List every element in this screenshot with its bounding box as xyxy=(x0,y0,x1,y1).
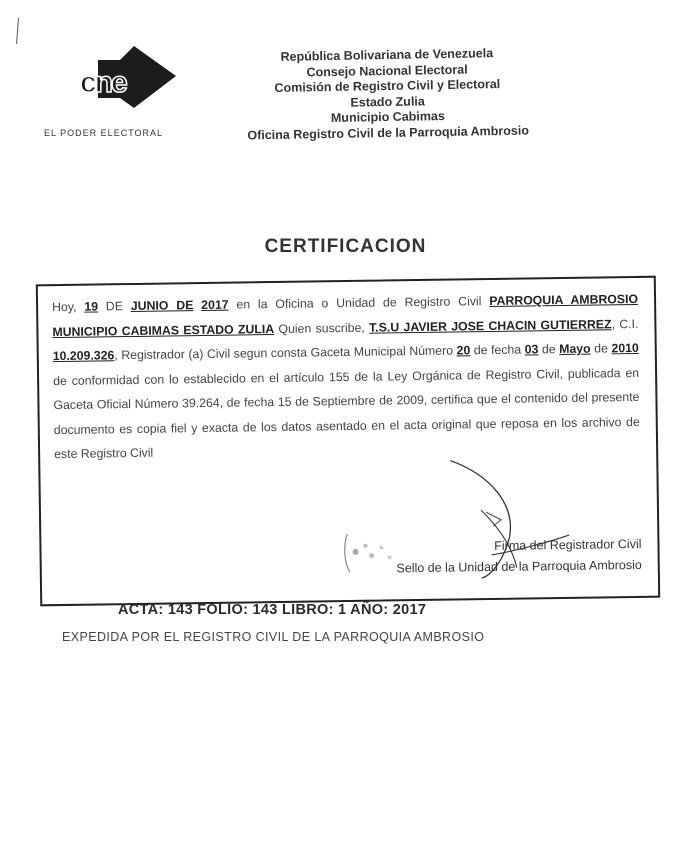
header-line: Consejo Nacional Electoral xyxy=(306,62,468,79)
cert-text: Hoy, xyxy=(52,299,77,315)
cert-text: de fecha xyxy=(473,342,522,358)
cert-text: de conformidad con lo establecido en el artículo 155 de la Ley Orgánica de Registro Civil, publicada en Gaceta Oficial Número 39.264, de fecha 15 de Septiembre de 2009, certifica que el contenido del presente documento es copia fiel y exacta de los datos asentado en el acta original que reposa en los archivo de este Registro Civil xyxy=(53,365,640,462)
seal-label: Sello de la Unidad de la Parroquia Ambrosio xyxy=(396,557,642,576)
header-line: Comisión de Registro Civil y Electoral xyxy=(274,77,501,95)
cert-text: DE xyxy=(105,299,124,314)
header-line: Oficina Registro Civil de la Parroquia Ambrosio xyxy=(247,123,530,142)
cert-month: JUNIO DE xyxy=(130,298,194,314)
signature-label: Firma del Registrador Civil xyxy=(494,536,642,553)
cert-text: , C.I. xyxy=(611,316,639,331)
header-line: Estado Zulia xyxy=(350,93,425,110)
cert-text: de xyxy=(594,341,608,356)
cert-gaceta-month: Mayo xyxy=(559,341,591,357)
page-title: CERTIFICACION xyxy=(264,236,427,257)
header-line: República Bolivariana de Venezuela xyxy=(280,46,494,64)
certificate-box xyxy=(36,276,660,607)
certificate-body xyxy=(52,287,640,467)
cert-day: 19 xyxy=(84,299,99,314)
cert-registrar: T.S.U JAVIER JOSE CHACIN GUTIERREZ xyxy=(369,316,612,335)
margin-mark xyxy=(16,18,19,44)
cert-text: de xyxy=(541,342,556,357)
svg-text:cne: cne xyxy=(80,66,126,99)
logo-subtitle: EL PODER ELECTORAL xyxy=(44,128,164,138)
cert-text: en la Oficina o Unidad de Registro Civil xyxy=(236,294,482,312)
cne-logo xyxy=(72,42,182,122)
acta-details: ACTA: 143 FOLIO: 143 LIBRO: 1 AÑO: 2017 xyxy=(118,602,427,618)
document-header xyxy=(214,45,561,144)
header-line: Municipio Cabimas xyxy=(330,109,445,125)
cert-text: Quien suscribe, xyxy=(278,320,365,336)
cert-gaceta-day: 03 xyxy=(524,342,539,357)
cert-text: , Registrador (a) Civil segun consta Gaceta Municipal Número xyxy=(114,343,454,363)
cert-gaceta-year: 2010 xyxy=(611,340,639,356)
cert-year: 2017 xyxy=(201,297,229,313)
cert-place: PARROQUIA AMBROSIO MUNICIPIO CABIMAS ESTADO ZULIA xyxy=(52,291,639,339)
cert-gaceta-number: 20 xyxy=(456,343,471,358)
issued-by: EXPEDIDA POR EL REGISTRO CIVIL DE LA PARROQUIA AMBROSIO xyxy=(62,630,485,644)
cert-ci: 10.209.326 xyxy=(52,348,115,364)
